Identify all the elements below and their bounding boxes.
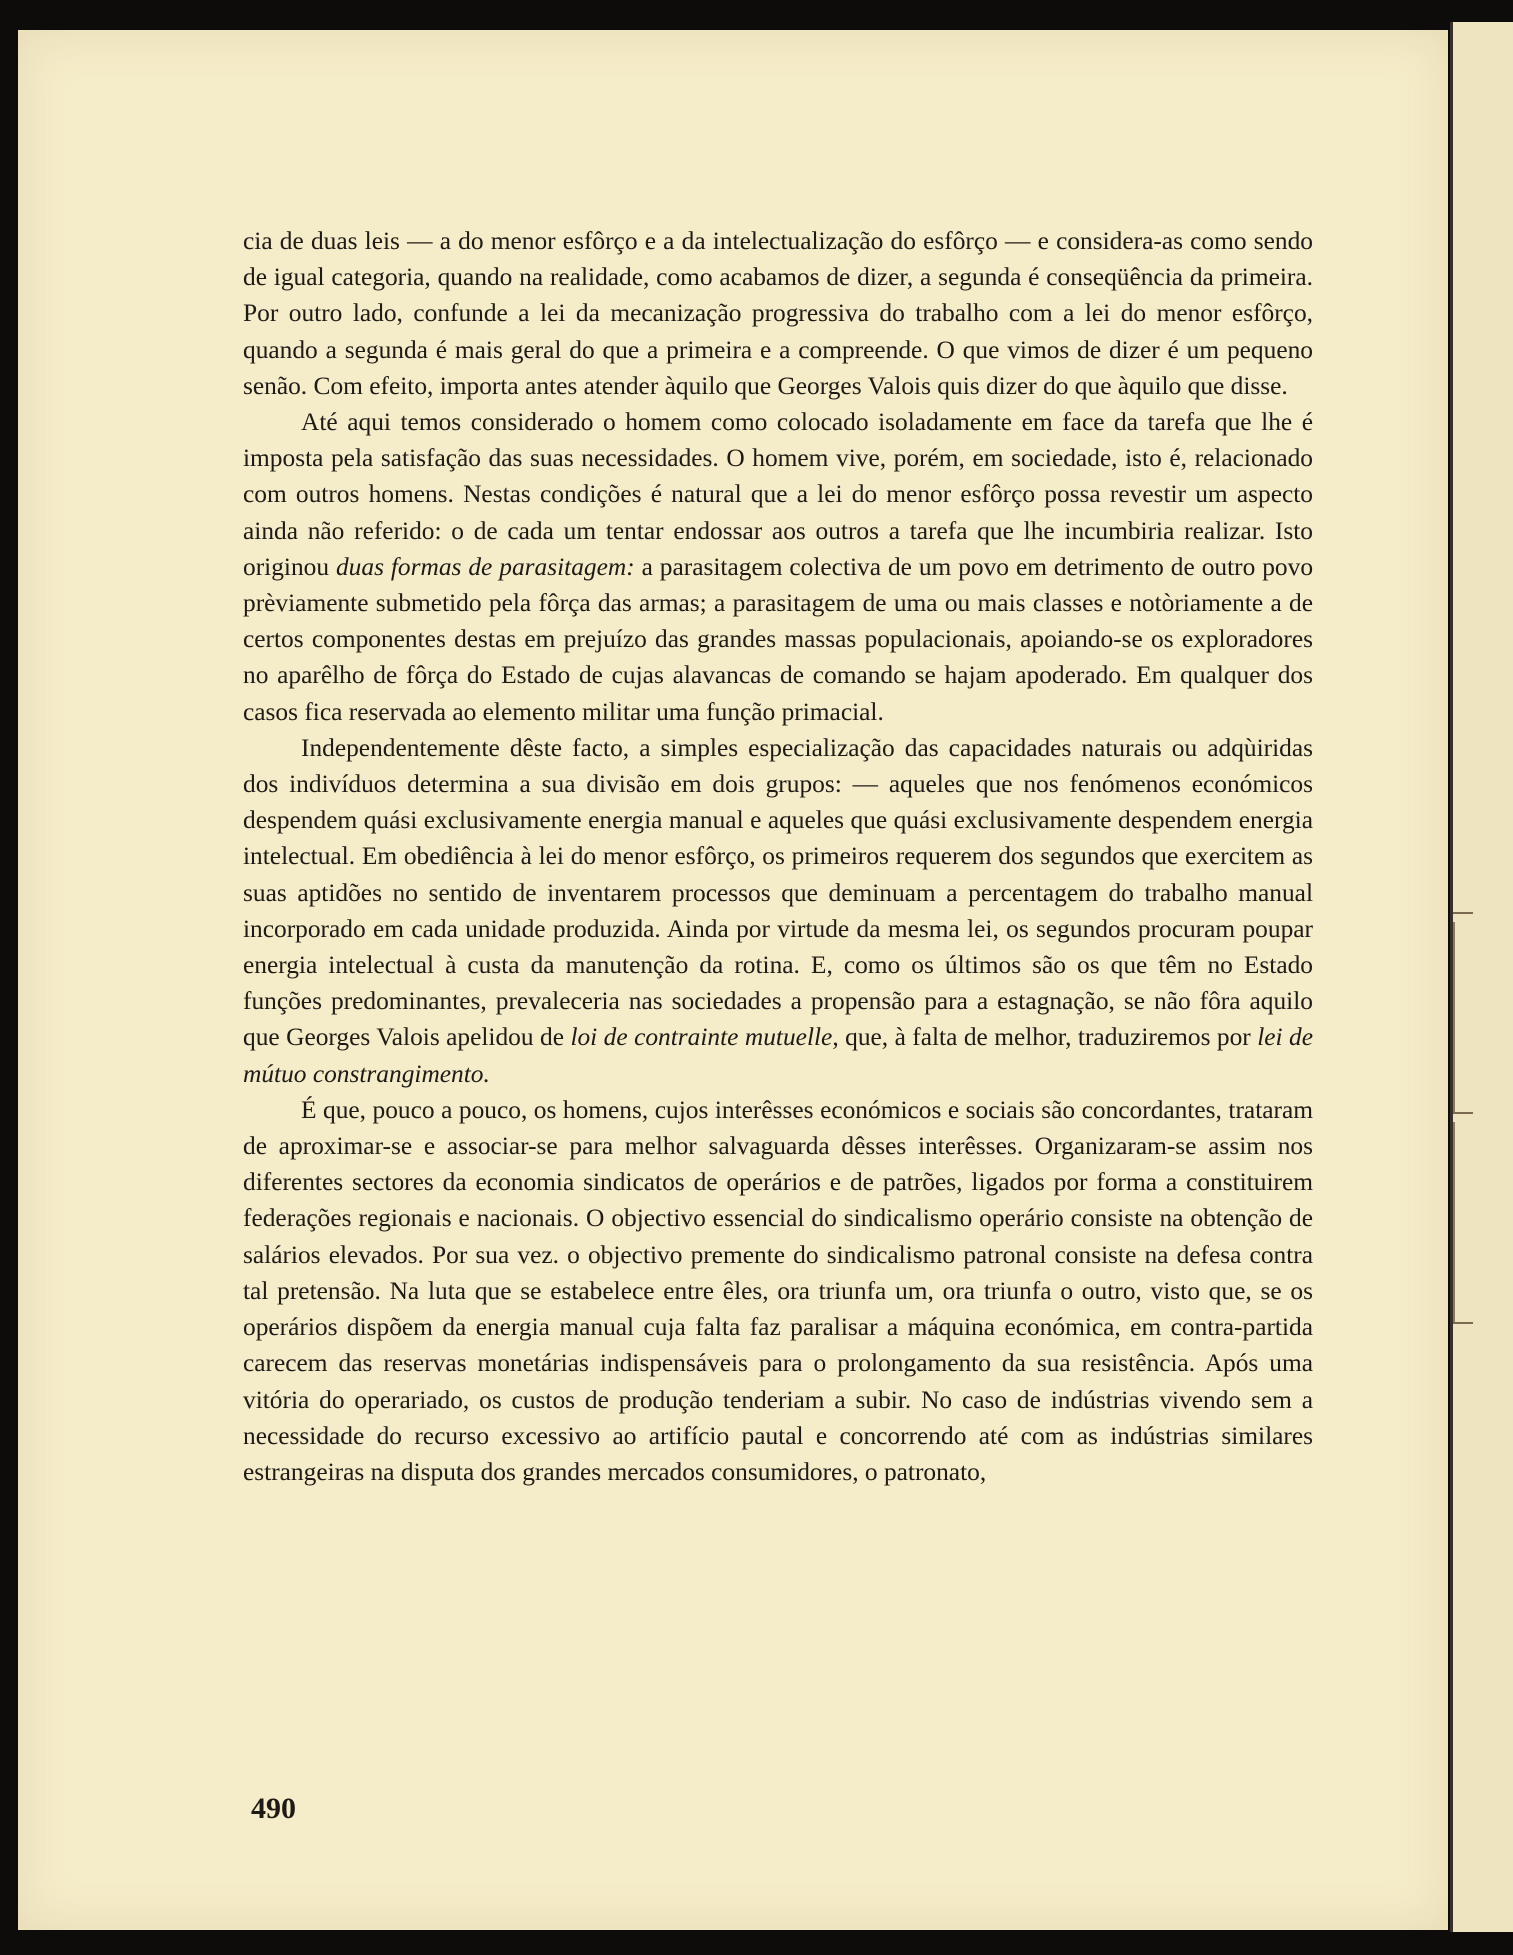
book-page (18, 30, 1448, 1930)
page-edge-rule (1453, 922, 1455, 1112)
paragraph (243, 404, 1313, 730)
text-segment: Independentemente dêste facto, a simples especialização das capacidades naturais ou adqùiridas dos indivíduos determina a sua divisão em dois grupos: — aqueles que nos fenómenos económicos despendem quási exclusivamente energia manual e aqueles que quási exclusivamente despendem energia intelectual. Em obediência à lei do menor esfôrço, os primeiros requerem dos segundos que exercitem as suas aptidões no sentido de inventarem processos que deminuam a percentagem do trabalho manual incorporado em cada unidade produzida. Ainda por virtude da mesma lei, os segundos procuram poupar energia intelectual à custa da manutenção da rotina. E, como os últimos são os que têm no Estado funções predominantes, prevaleceria nas sociedades a propensão para a estagnação, se não fôra aquilo que Georges Valois apelidou de (243, 733, 1313, 1052)
paragraph (243, 730, 1313, 1092)
text-segment: , que, à falta de melhor, traduziremos por (832, 1023, 1258, 1052)
text-segment: cia de duas leis — a do menor esfôrço e a da intelectualização do esfôrço — e considera-as como sendo de igual categoria, quando na realidade, como acabamos de dizer, a segunda é conseqüência da primeira. Por outro lado, confunde a lei da mecanização progressiva do trabalho com a lei do menor esfôrço, quando a segunda é mais geral do que a primeira e a compreende. O que vimos de dizer é um pequeno senão. Com efeito, importa antes atender àquilo que Georges Valois quis dizer do que àquilo que disse. (243, 227, 1313, 400)
next-page-edge (1450, 22, 1513, 1932)
text-segment: Até aqui temos considerado o homem como colocado isoladamente em face da tarefa que lhe é imposta pela satisfação das suas necessidades. O homem vive, porém, em sociedade, isto é, relacionado com outros homens. Nestas condições é natural que a lei do menor esfôrço possa revestir um aspecto ainda não referido: o de cada um tentar endossar aos outros a tarefa que lhe incumbiria realizar. Isto originou (243, 408, 1313, 581)
paragraph (243, 223, 1313, 404)
italic-text: loi de contrainte mutuelle (570, 1023, 833, 1052)
text-segment: a parasitagem colectiva de um povo em detrimento de outro povo prèviamente submetido pela fôrça das armas; a parasitagem de uma ou mais classes e notòriamente a de certos componentes destas em prejuízo das grandes massas populacionais, apoiando-se os exploradores no aparêlho de fôrça do Estado de cujas alavancas de comando se hajam apoderado. Em qualquer dos casos fica reservada ao elemento militar uma função primacial. (243, 552, 1314, 726)
text-segment: É que, pouco a pouco, os homens, cujos interêsses económicos e sociais são concordantes, trataram de aproximar-se e associar-se para melhor salvaguarda dêsses interêsses. Organizaram-se assim nos diferentes sectores da economia sindicatos de operários e de patrões, ligados por forma a constituirem federações regionais e nacionais. O objectivo essencial do sindicalismo operário consiste na obtenção de salários elevados. Por sua vez. o objectivo premente do sindicalismo patronal consiste na defesa contra tal pretensão. Na luta que se estabelece entre êles, ora triunfa um, ora triunfa o outro, visto que, se os operários dispõem da energia manual cuja falta faz paralisar a máquina económica, em contra-partida carecem das reservas monetárias indispensáveis para o prolongamento da sua resistência. Após uma vitória do operariado, os custos de produção tenderiam a subir. No caso de indústrias vivendo sem a necessidade do recurso excessivo ao artifício pautal e concorrendo até com as indústrias similares estrangeiras na disputa dos grandes mercados consumidores, o patronato, (243, 1095, 1313, 1486)
paragraph (243, 1092, 1313, 1490)
page-edge-mark (1453, 912, 1473, 914)
body-text (243, 223, 1313, 1490)
italic-text: lei de mútuo constrangimento. (243, 1023, 1313, 1088)
page-edge-mark (1453, 1112, 1473, 1114)
page-edge-rule (1453, 1122, 1455, 1322)
page-number: 490 (251, 1792, 296, 1825)
italic-text: duas formas de parasitagem: (335, 552, 635, 581)
page-edge-mark (1453, 1322, 1473, 1324)
